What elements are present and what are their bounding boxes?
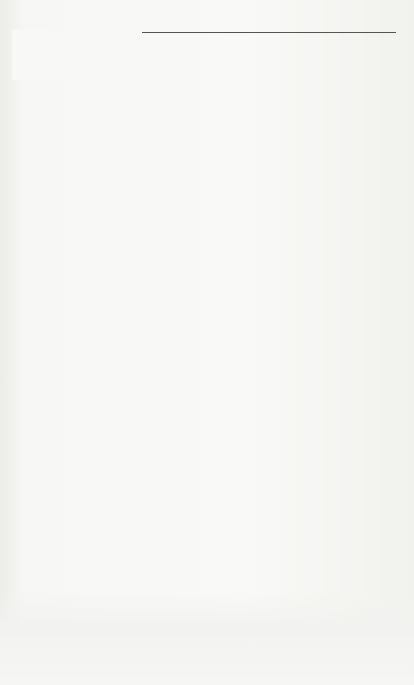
page-bottom-margin xyxy=(0,590,414,685)
book24-logo xyxy=(12,30,142,80)
